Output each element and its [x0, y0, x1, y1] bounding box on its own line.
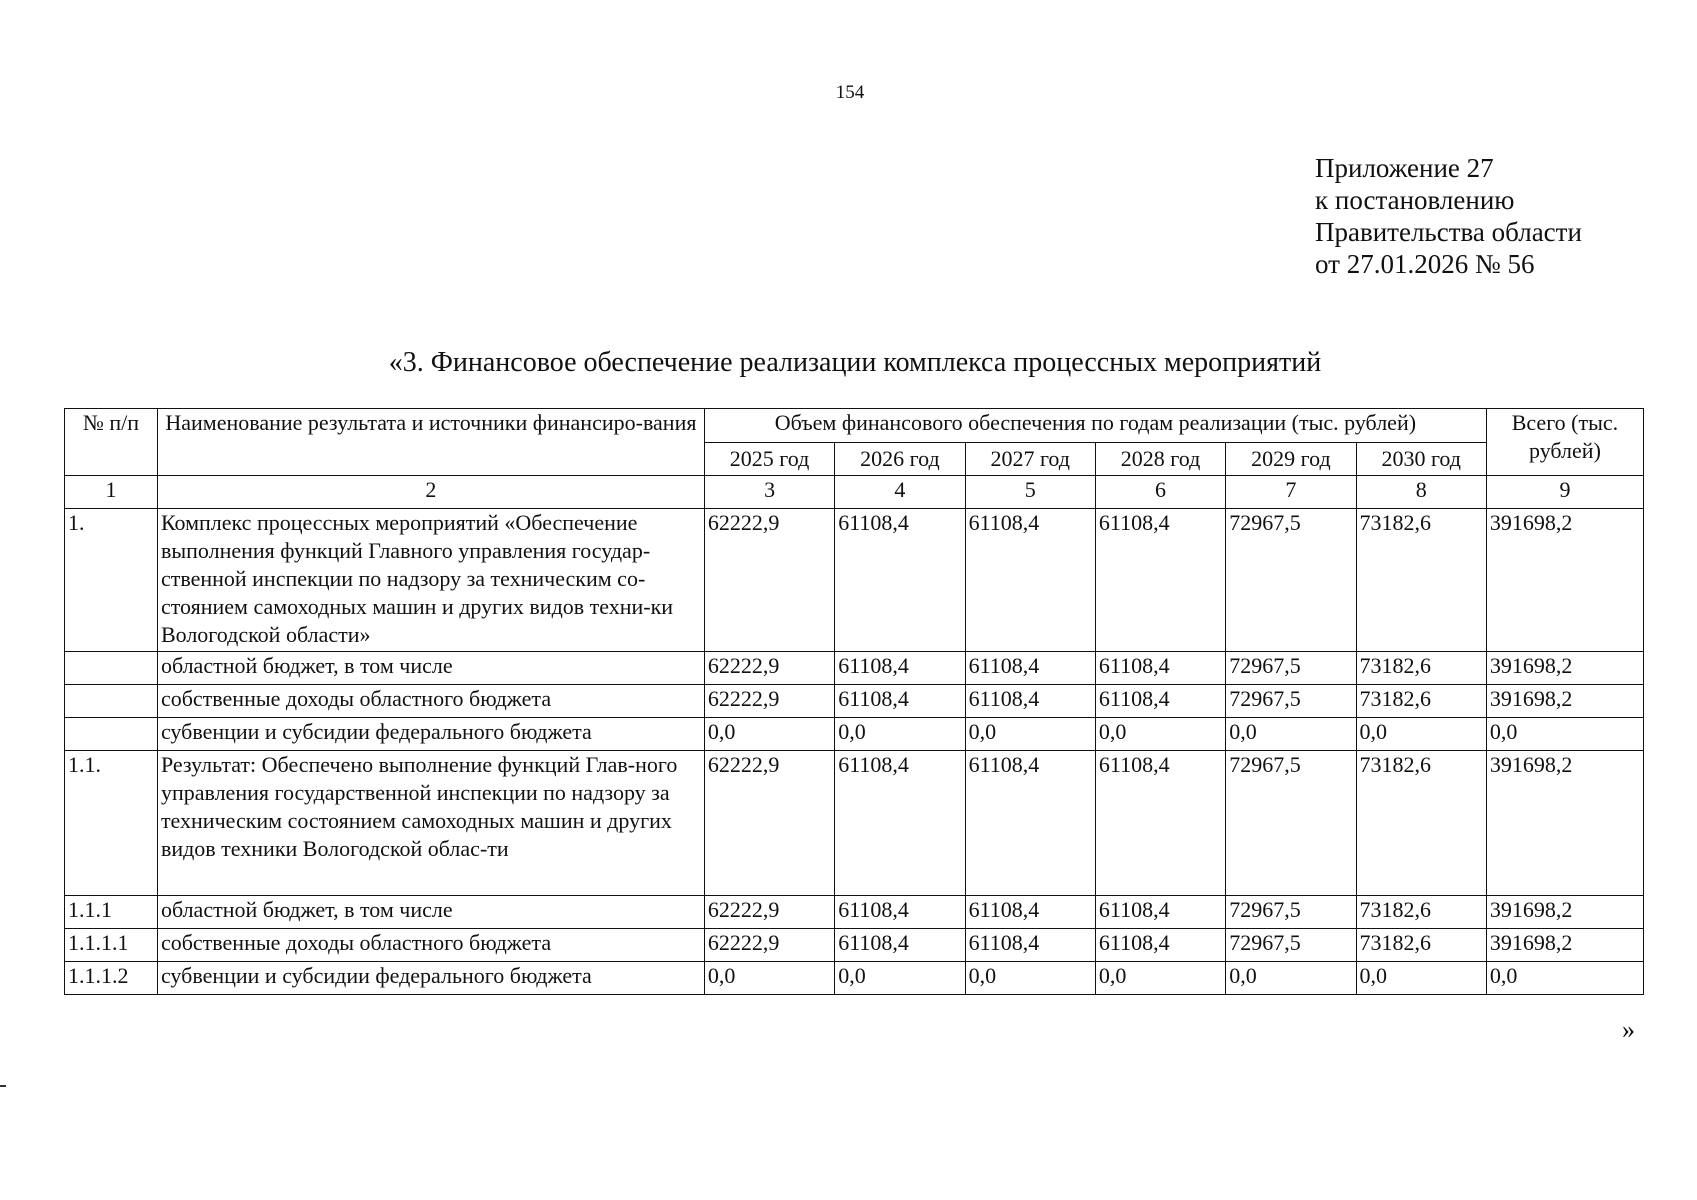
table-row	[65, 962, 1644, 995]
value-2026: 0,0	[835, 718, 965, 751]
header-num: № п/п	[65, 409, 158, 476]
row-name: собственные доходы областного бюджета	[157, 685, 704, 718]
document-title: «3. Финансовое обеспечение реализации комплекса процессных мероприятий	[388, 347, 1322, 378]
value-2030: 73182,6	[1356, 652, 1486, 685]
value-2027: 61108,4	[965, 685, 1095, 718]
value-2027: 0,0	[965, 962, 1095, 995]
col-number: 2	[157, 476, 704, 509]
value-2028: 61108,4	[1095, 685, 1225, 718]
value-2030: 0,0	[1356, 718, 1486, 751]
value-2029: 72967,5	[1226, 685, 1356, 718]
header-year-2030: 2030 год	[1356, 443, 1486, 476]
margin-mark	[0, 1085, 6, 1087]
value-2030: 73182,6	[1356, 929, 1486, 962]
header-year-2027: 2027 год	[965, 443, 1095, 476]
value-2030: 73182,6	[1356, 751, 1486, 896]
header-volume: Объем финансового обеспечения по годам реализации (тыс. рублей)	[704, 409, 1486, 443]
closing-quote: »	[1622, 1015, 1635, 1044]
value-2029: 0,0	[1226, 962, 1356, 995]
value-2027: 61108,4	[965, 751, 1095, 896]
value-2026: 61108,4	[835, 929, 965, 962]
col-number: 3	[704, 476, 834, 509]
header-year-2028: 2028 год	[1095, 443, 1225, 476]
appendix-line-2: к постановлению	[1315, 185, 1515, 215]
value-2025: 0,0	[704, 718, 834, 751]
row-name: субвенции и субсидии федерального бюджета	[157, 718, 704, 751]
value-total: 0,0	[1486, 718, 1643, 751]
value-2025: 62222,9	[704, 509, 834, 652]
value-2028: 0,0	[1095, 718, 1225, 751]
value-2026: 0,0	[835, 962, 965, 995]
col-number: 4	[835, 476, 965, 509]
header-year-2029: 2029 год	[1226, 443, 1356, 476]
value-2027: 61108,4	[965, 929, 1095, 962]
header-name: Наименование результата и источники финансиро-вания	[157, 409, 704, 476]
column-numbers-row	[65, 476, 1644, 509]
row-name: субвенции и субсидии федерального бюджета	[157, 962, 704, 995]
appendix-block	[1315, 152, 1582, 280]
appendix-line-1: Приложение 27	[1315, 153, 1494, 183]
value-2030: 73182,6	[1356, 509, 1486, 652]
value-2028: 61108,4	[1095, 652, 1225, 685]
value-total: 391698,2	[1486, 509, 1643, 652]
value-2029: 72967,5	[1226, 929, 1356, 962]
value-2025: 62222,9	[704, 652, 834, 685]
value-2029: 72967,5	[1226, 509, 1356, 652]
value-2026: 61108,4	[835, 652, 965, 685]
row-num	[65, 652, 158, 685]
value-2025: 62222,9	[704, 896, 834, 929]
value-2029: 72967,5	[1226, 751, 1356, 896]
value-2027: 61108,4	[965, 896, 1095, 929]
table-row	[65, 751, 1644, 896]
row-num	[65, 685, 158, 718]
value-2025: 62222,9	[704, 929, 834, 962]
value-total: 0,0	[1486, 962, 1643, 995]
header-year-2026: 2026 год	[835, 443, 965, 476]
value-2027: 61108,4	[965, 652, 1095, 685]
value-2028: 61108,4	[1095, 896, 1225, 929]
value-2030: 0,0	[1356, 962, 1486, 995]
row-name: областной бюджет, в том числе	[157, 896, 704, 929]
row-num: 1.1.1.1	[65, 929, 158, 962]
value-2030: 73182,6	[1356, 896, 1486, 929]
value-2029: 72967,5	[1226, 652, 1356, 685]
financing-table	[64, 408, 1644, 995]
value-2027: 61108,4	[965, 509, 1095, 652]
value-total: 391698,2	[1486, 685, 1643, 718]
header-year-2025: 2025 год	[704, 443, 834, 476]
col-number: 7	[1226, 476, 1356, 509]
col-number: 9	[1486, 476, 1643, 509]
value-2029: 0,0	[1226, 718, 1356, 751]
col-number: 6	[1095, 476, 1225, 509]
appendix-line-4: от 27.01.2026 № 56	[1315, 249, 1535, 279]
row-num: 1.1.	[65, 751, 158, 896]
col-number: 8	[1356, 476, 1486, 509]
table-row	[65, 509, 1644, 652]
table-row	[65, 718, 1644, 751]
value-2025: 62222,9	[704, 685, 834, 718]
value-2028: 61108,4	[1095, 509, 1225, 652]
value-2025: 62222,9	[704, 751, 834, 896]
value-2026: 61108,4	[835, 751, 965, 896]
value-2030: 73182,6	[1356, 685, 1486, 718]
table-row	[65, 929, 1644, 962]
header-total: Всего (тыс. рублей)	[1486, 409, 1643, 476]
row-name: областной бюджет, в том числе	[157, 652, 704, 685]
value-2029: 72967,5	[1226, 896, 1356, 929]
value-2028: 61108,4	[1095, 929, 1225, 962]
row-name: Комплекс процессных мероприятий «Обеспечение выполнения функций Главного управления государ-ственной инспекции по надзору за техническим со-стоянием самоходных машин и других видов техни-ки Вологодской области»	[157, 509, 704, 652]
value-total: 391698,2	[1486, 929, 1643, 962]
value-2026: 61108,4	[835, 685, 965, 718]
row-num	[65, 718, 158, 751]
value-2028: 61108,4	[1095, 751, 1225, 896]
row-num: 1.	[65, 509, 158, 652]
row-num: 1.1.1.2	[65, 962, 158, 995]
row-name: собственные доходы областного бюджета	[157, 929, 704, 962]
value-2028: 0,0	[1095, 962, 1225, 995]
value-total: 391698,2	[1486, 652, 1643, 685]
appendix-line-3: Правительства области	[1315, 217, 1582, 247]
table-row	[65, 896, 1644, 929]
value-2026: 61108,4	[835, 509, 965, 652]
page-number: 154	[835, 82, 865, 103]
value-2025: 0,0	[704, 962, 834, 995]
value-total: 391698,2	[1486, 896, 1643, 929]
col-number: 5	[965, 476, 1095, 509]
value-total: 391698,2	[1486, 751, 1643, 896]
value-2026: 61108,4	[835, 896, 965, 929]
col-number: 1	[65, 476, 158, 509]
row-name: Результат: Обеспечено выполнение функций Глав-ного управления государственной инспекции по надзору за техническим состоянием самоходных машин и других видов техники Вологодской облас-ти	[157, 751, 704, 896]
table-row	[65, 652, 1644, 685]
table-row	[65, 685, 1644, 718]
row-num: 1.1.1	[65, 896, 158, 929]
value-2027: 0,0	[965, 718, 1095, 751]
